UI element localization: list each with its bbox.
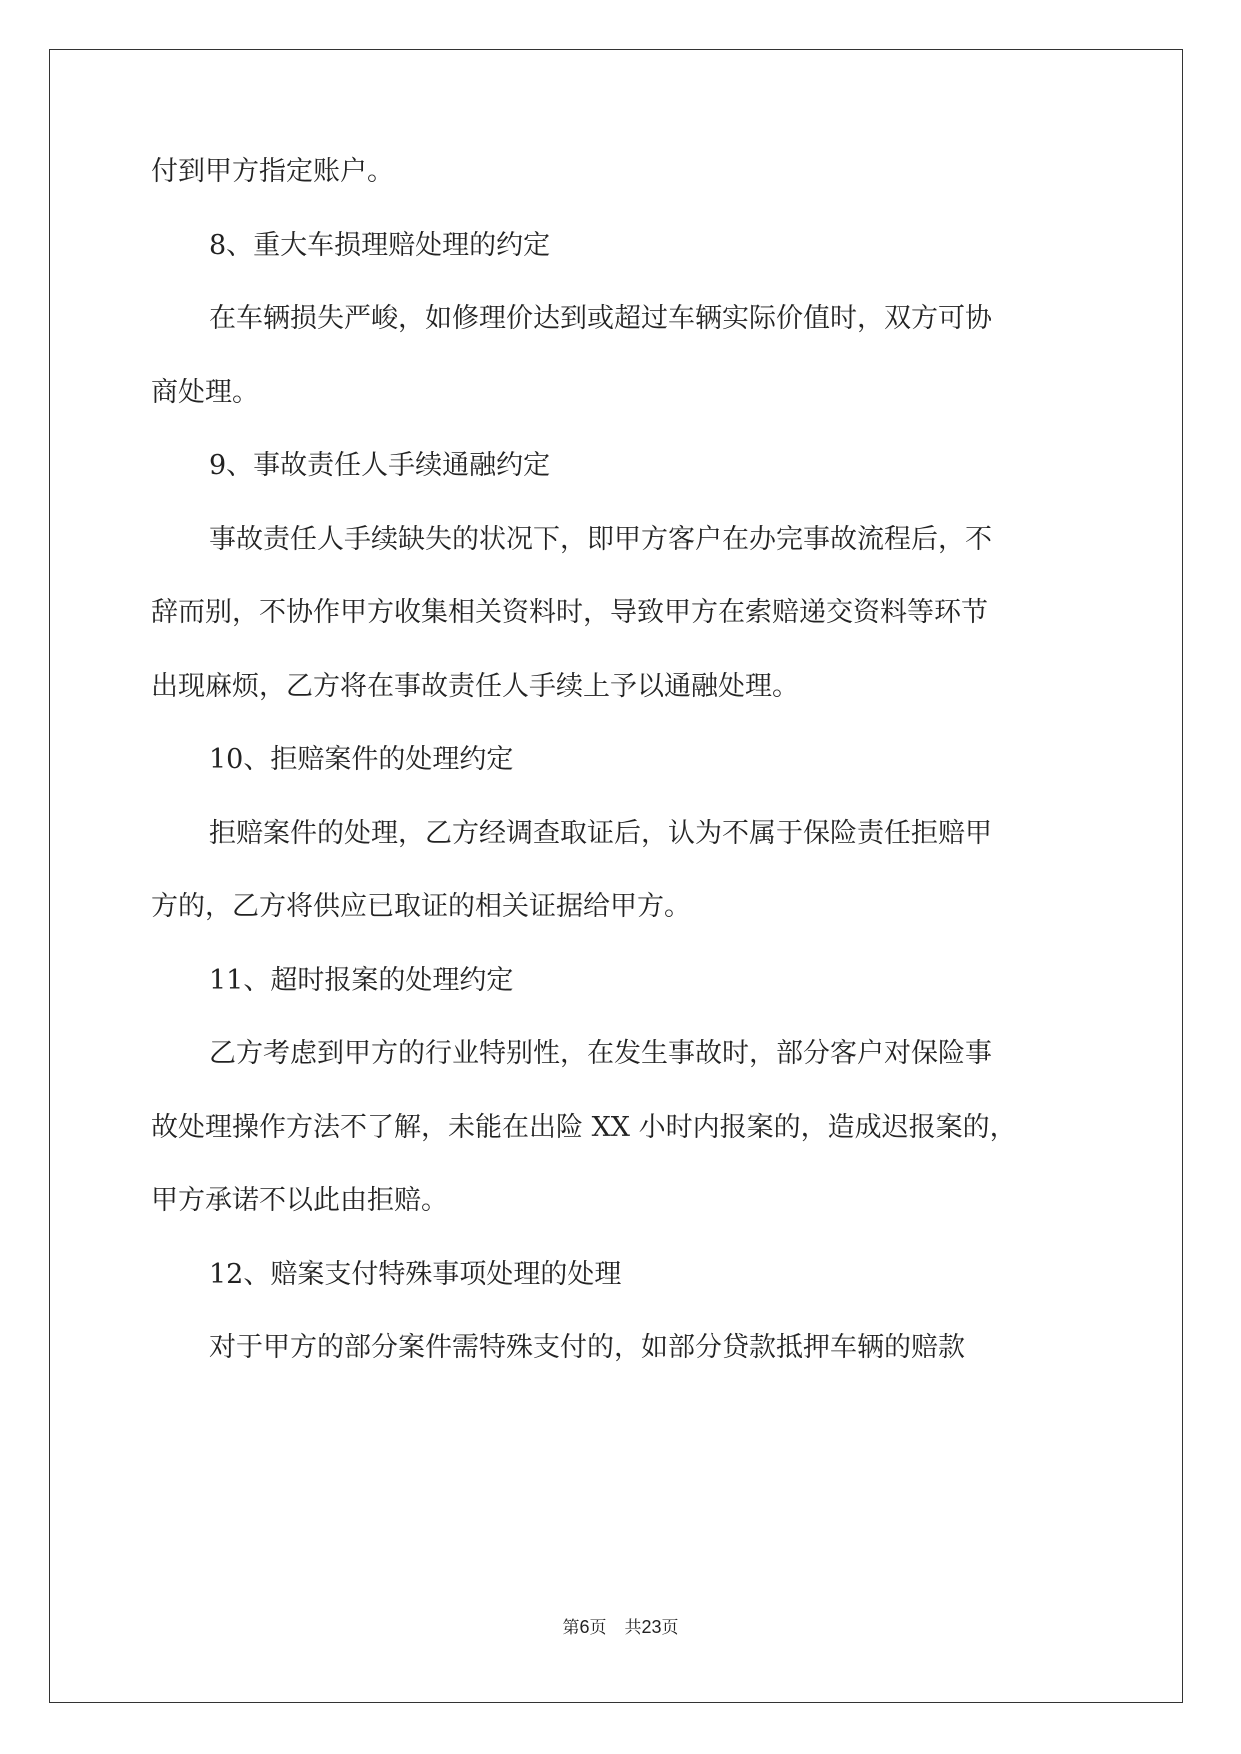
body-text-line: 在车辆损失严峻，如修理价达到或超过车辆实际价值时，双方可协	[209, 303, 992, 334]
body-text-line: 方的，乙方将供应已取证的相关证据给甲方。	[151, 891, 691, 922]
section-heading: 12、赔案支付特殊事项处理的处理	[209, 1259, 622, 1290]
section-heading: 8、重大车损理赔处理的约定	[209, 230, 551, 261]
body-text-line: 付到甲方指定账户。	[151, 156, 394, 187]
section-heading: 9、事故责任人手续通融约定	[209, 450, 551, 481]
page-suffix: 页	[589, 1618, 607, 1638]
total-suffix: 页	[661, 1618, 679, 1638]
page-border	[49, 49, 1183, 1703]
body-text-line: 甲方承诺不以此由拒赔。	[151, 1185, 448, 1216]
body-text-line: 乙方考虑到甲方的行业特别性，在发生事故时，部分客户对保险事	[209, 1038, 992, 1069]
body-text-line: 事故责任人手续缺失的状况下，即甲方客户在办完事故流程后，不	[209, 524, 992, 555]
body-text-line: 辞而别，不协作甲方收集相关资料时，导致甲方在索赔递交资料等环节	[151, 597, 988, 628]
total-prefix: 共	[624, 1618, 642, 1638]
page-number: 6	[579, 1617, 590, 1637]
body-text-line: 拒赔案件的处理，乙方经调查取证后，认为不属于保险责任拒赔甲	[209, 818, 992, 849]
body-text-line: 出现麻烦，乙方将在事故责任人手续上予以通融处理。	[151, 671, 799, 702]
page-prefix: 第	[562, 1618, 580, 1638]
section-heading: 11、超时报案的处理约定	[209, 965, 514, 996]
page-footer	[0, 1618, 1241, 1637]
total-pages: 23	[641, 1617, 662, 1637]
section-heading: 10、拒赔案件的处理约定	[209, 744, 514, 775]
body-text-line: 故处理操作方法不了解，未能在出险 XX 小时内报案的，造成迟报案的，	[151, 1112, 1017, 1143]
body-text-line: 对于甲方的部分案件需特殊支付的，如部分贷款抵押车辆的赔款	[209, 1332, 965, 1363]
body-text-line: 商处理。	[151, 377, 259, 408]
